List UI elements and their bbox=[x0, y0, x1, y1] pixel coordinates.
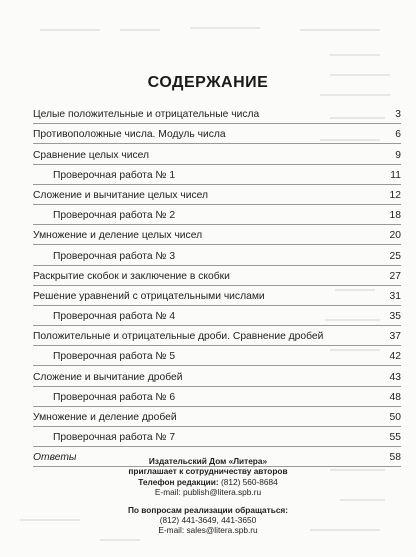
editorial-email-line bbox=[0, 487, 416, 497]
toc-page-number: 3 bbox=[395, 109, 401, 121]
toc-row bbox=[33, 306, 401, 326]
toc-entry-label: Целые положительные и отрицательные числа bbox=[33, 109, 260, 121]
sales-title: По вопросам реализации обращаться: bbox=[127, 504, 289, 515]
toc-row bbox=[33, 225, 401, 245]
toc-page-number: 42 bbox=[389, 351, 401, 363]
publisher-invitation: приглашает к сотрудничеству авторов bbox=[128, 466, 288, 477]
phone-label: Телефон редакции: bbox=[138, 476, 219, 487]
sales-phones: (812) 441-3649, 441-3650 bbox=[159, 515, 257, 526]
toc-row bbox=[33, 245, 401, 265]
toc-entry-label: Проверочная работа № 2 bbox=[53, 210, 176, 222]
toc-page-number: 12 bbox=[389, 189, 401, 201]
toc-row bbox=[33, 387, 401, 407]
sales-email-line bbox=[0, 525, 416, 535]
toc-row bbox=[33, 165, 401, 185]
toc-entry-label: Сложение и вычитание целых чисел bbox=[33, 189, 209, 201]
editorial-email: publish@litera.spb.ru bbox=[183, 487, 262, 498]
toc-page-number: 20 bbox=[389, 230, 401, 242]
toc-row bbox=[33, 427, 401, 447]
publisher-info bbox=[0, 456, 416, 536]
toc-page-number: 50 bbox=[389, 412, 401, 423]
editorial-phone-line bbox=[0, 477, 416, 487]
toc-row bbox=[33, 205, 401, 225]
toc-page-number: 27 bbox=[389, 270, 401, 282]
toc-entry-label: Проверочная работа № 5 bbox=[53, 351, 176, 363]
toc-page-number: 37 bbox=[389, 331, 401, 343]
toc-entry-label: Проверочная работа № 3 bbox=[53, 250, 176, 262]
toc-row bbox=[33, 185, 401, 205]
email-label: E-mail: bbox=[154, 487, 181, 498]
toc-entry-label: Сложение и вычитание дробей bbox=[33, 371, 183, 383]
sales-email-label: E-mail: bbox=[158, 525, 185, 536]
publisher-name: Издательский Дом «Литера» bbox=[148, 456, 268, 466]
sales-email: sales@litera.spb.ru bbox=[186, 525, 258, 536]
toc-entry-label: Умножение и деление дробей bbox=[33, 412, 177, 423]
toc-entry-label: Проверочная работа № 4 bbox=[53, 311, 176, 323]
toc-page-number: 58 bbox=[389, 452, 401, 464]
page-title: СОДЕРЖАНИЕ bbox=[147, 74, 269, 91]
toc-entry-label: Сравнение целых чисел bbox=[33, 149, 150, 161]
toc-page-number: 25 bbox=[389, 250, 401, 262]
toc-entry-label: Решение уравнений с отрицательными числами bbox=[33, 290, 265, 302]
toc-entry-label: Проверочная работа № 1 bbox=[53, 169, 176, 181]
toc-page-number: 6 bbox=[395, 129, 401, 141]
toc-row bbox=[33, 326, 401, 346]
toc-row bbox=[33, 124, 401, 144]
toc-entry-label: Умножение и деление целых чисел bbox=[33, 230, 203, 242]
toc-page-number: 9 bbox=[395, 149, 401, 161]
toc-entry-label: Раскрытие скобок и заключение в скобки bbox=[33, 270, 230, 282]
table-of-contents bbox=[33, 104, 401, 467]
toc-entry-label: Противоположные числа. Модуль числа bbox=[33, 129, 226, 141]
toc-row bbox=[33, 266, 401, 286]
toc-entry-label: Проверочная работа № 7 bbox=[53, 432, 176, 444]
toc-row bbox=[33, 407, 401, 427]
toc-page-number: 43 bbox=[389, 371, 401, 383]
toc-row bbox=[33, 144, 401, 164]
toc-page-number: 55 bbox=[389, 432, 401, 444]
toc-page-number: 35 bbox=[389, 311, 401, 323]
toc-page-number: 11 bbox=[390, 169, 401, 181]
toc-row bbox=[33, 104, 401, 124]
toc-row bbox=[33, 346, 401, 366]
toc-row bbox=[33, 286, 401, 306]
toc-page-number: 48 bbox=[389, 391, 401, 403]
toc-page-number: 31 bbox=[389, 290, 401, 302]
toc-entry-label: Ответы bbox=[33, 452, 77, 464]
toc-row bbox=[33, 366, 401, 386]
editorial-phone: (812) 560-8684 bbox=[220, 476, 278, 487]
toc-page-number: 18 bbox=[389, 210, 401, 222]
toc-entry-label: Проверочная работа № 6 bbox=[53, 391, 176, 403]
toc-entry-label: Положительные и отрицательные дроби. Сравнение дробей bbox=[33, 331, 324, 343]
